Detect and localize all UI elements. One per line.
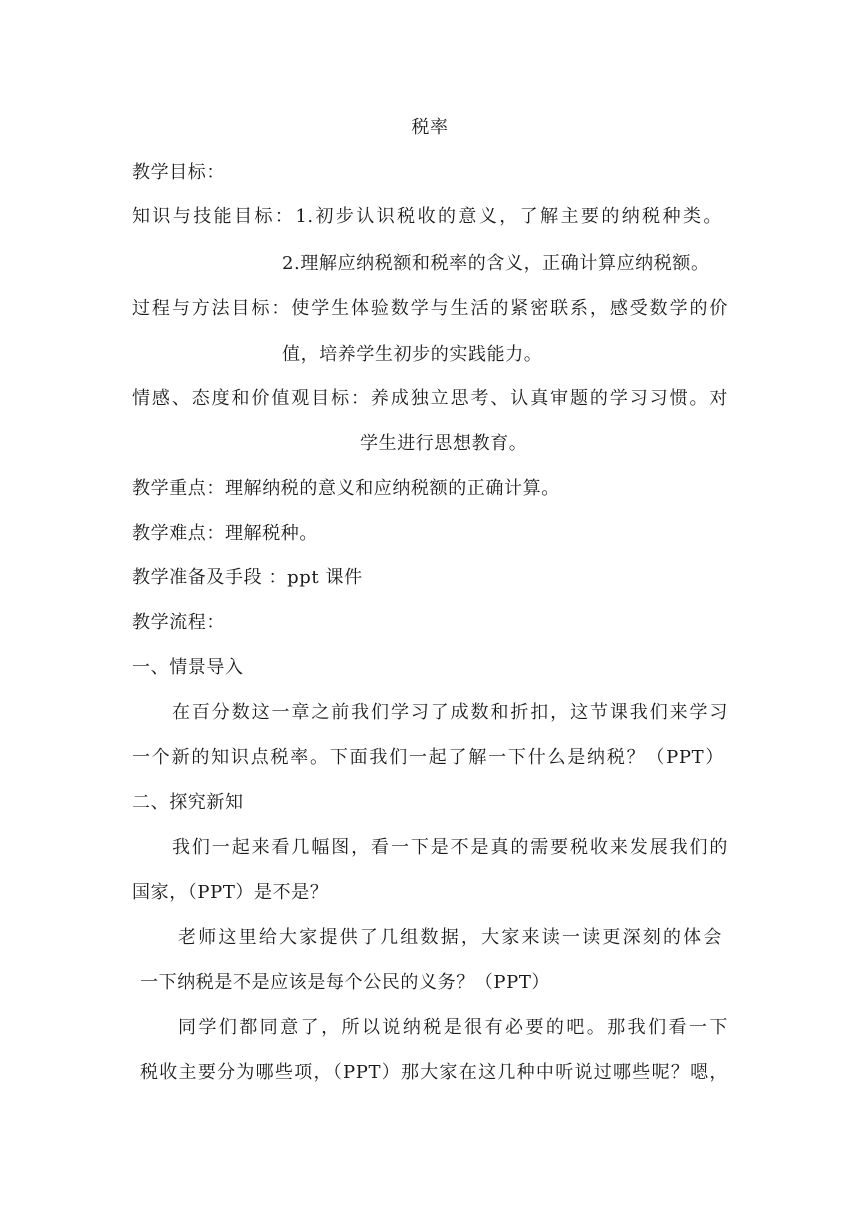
section2-para3-line1: 同学们都同意了，所以说纳税是很有必要的吧。那我们看一下: [178, 1017, 728, 1038]
objectives-heading: 教学目标：: [132, 162, 225, 183]
section2-para1-line1: 我们一起来看几幅图，看一下是不是真的需要税收来发展我们的: [172, 837, 728, 858]
process-heading: 教学流程：: [132, 612, 225, 633]
difficult-point: 教学难点：理解税种。: [132, 523, 318, 544]
section1-heading: 一、情景导入: [132, 657, 244, 678]
process-goal-line2: 值，培养学生初步的实践能力。: [282, 344, 543, 365]
emotion-goal-line2: 学生进行思想教育。: [360, 433, 528, 454]
section2-para2-line2: 一下纳税是不是应该是每个公民的义务？（PPT）: [140, 972, 551, 993]
knowledge-goal-1: 知识与技能目标：1.初步认识税收的意义，了解主要的纳税种类。: [132, 206, 722, 227]
document-title: 税率: [411, 117, 449, 138]
section2-heading: 二、探究新知: [132, 792, 244, 813]
emotion-goal-line1: 情感、态度和价值观目标：养成独立思考、认真审题的学习习惯。对: [132, 388, 728, 409]
key-point: 教学重点：理解纳税的意义和应纳税额的正确计算。: [132, 478, 560, 499]
section1-para-line2: 一个新的知识点税率。下面我们一起了解一下什么是纳税？（PPT）: [132, 747, 724, 768]
preparation: 教学准备及手段 ：ppt 课件: [132, 567, 363, 588]
section1-para-line1: 在百分数这一章之前我们学习了成数和折扣，这节课我们来学习: [172, 702, 728, 723]
section2-para2-line1: 老师这里给大家提供了几组数据，大家来读一读更深刻的体会: [178, 927, 722, 948]
process-goal-line1: 过程与方法目标：使学生体验数学与生活的紧密联系，感受数学的价: [132, 298, 728, 319]
knowledge-goal-2: 2.理解应纳税额和税率的含义，正确计算应纳税额。: [282, 253, 710, 274]
section2-para3-line2: 税收主要分为哪些项，（PPT）那大家在这几种中听说过哪些呢？嗯，: [140, 1062, 728, 1083]
section2-para1-line2: 国家，（PPT）是不是？: [132, 882, 329, 903]
